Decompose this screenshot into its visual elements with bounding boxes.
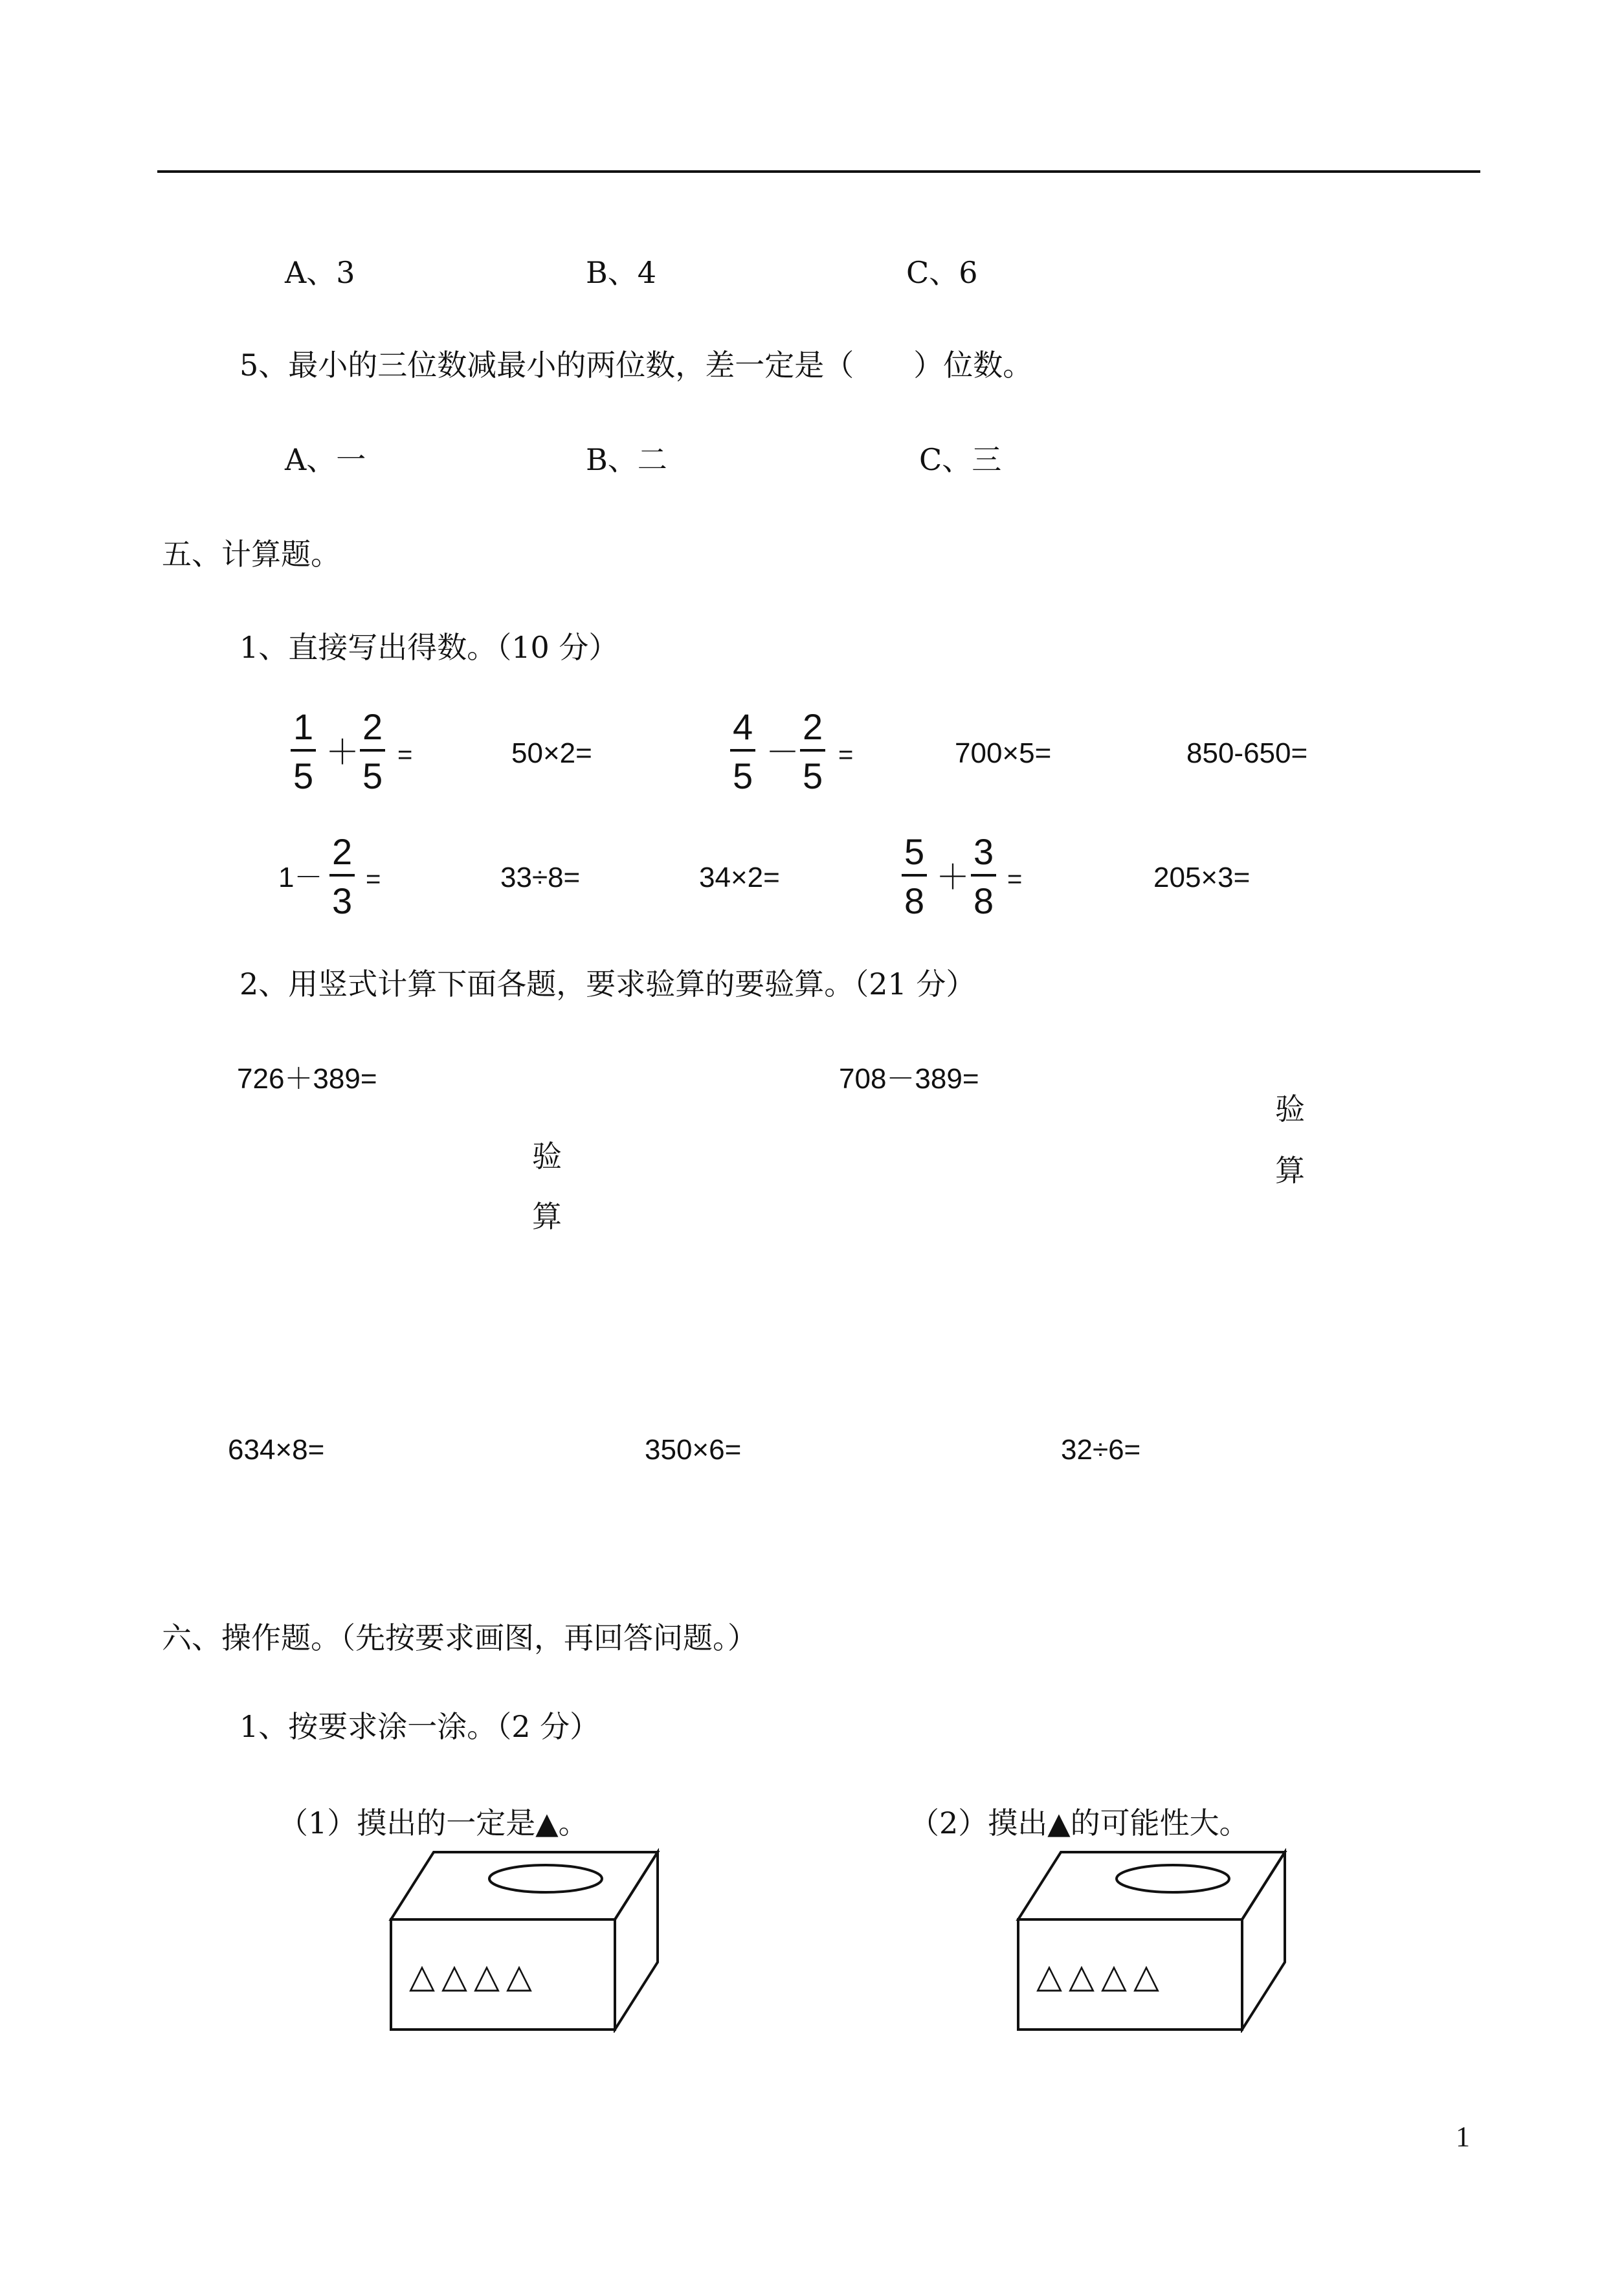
denominator: 5 xyxy=(291,749,316,794)
vertical-350x6: 350×6= xyxy=(645,1434,742,1466)
fraction-1-5 xyxy=(291,706,316,796)
q4-option-c: C、6 xyxy=(906,255,978,290)
vertical-32div6: 32÷6= xyxy=(1061,1434,1141,1466)
plus-sign: ＋ xyxy=(326,734,360,772)
q4-option-b: B、4 xyxy=(586,255,657,290)
expr-33div8: 33÷8= xyxy=(500,862,581,893)
check-label-char1: 验 xyxy=(532,1139,562,1174)
fraction-3-8 xyxy=(971,831,996,921)
vertical-726-plus-389: 726＋389= xyxy=(237,1063,377,1095)
triangle-icons: △△△△ xyxy=(1036,1957,1166,1996)
denominator: 5 xyxy=(360,749,385,794)
denominator: 5 xyxy=(730,749,755,794)
q4-option-a: A、3 xyxy=(285,255,355,290)
numerator: 2 xyxy=(803,706,823,747)
part2-prompt: （2）摸出▲的可能性大。 xyxy=(909,1806,1249,1840)
fraction-2-3 xyxy=(329,831,355,921)
check-label-char1: 验 xyxy=(1275,1091,1305,1126)
denominator: 8 xyxy=(902,874,927,919)
numerator: 5 xyxy=(904,831,925,872)
q5-option-b: B、二 xyxy=(586,442,667,477)
equals-sign: = xyxy=(838,741,854,769)
expr-205x3: 205×3= xyxy=(1153,862,1251,893)
fraction-5-8 xyxy=(902,831,927,921)
vertical-634x8: 634×8= xyxy=(228,1434,325,1466)
one-minus: 1－ xyxy=(278,862,323,893)
expr-50x2: 50×2= xyxy=(511,737,592,769)
section6-title: 六、操作题。（先按要求画图，再回答问题。） xyxy=(162,1620,757,1655)
fraction-4-5 xyxy=(730,706,755,796)
section5-sub1: 1、直接写出得数。（10 分） xyxy=(239,630,619,665)
expr-700x5: 700×5= xyxy=(955,737,1052,769)
numerator: 1 xyxy=(293,706,314,747)
q5-stem: 5、最小的三位数减最小的两位数，差一定是（ ）位数。 xyxy=(239,348,1033,383)
numerator: 2 xyxy=(362,706,383,747)
q5-option-c: C、三 xyxy=(919,442,1002,477)
q5-option-a: A、一 xyxy=(285,442,366,477)
triangle-icons: △△△△ xyxy=(409,1957,539,1996)
denominator: 5 xyxy=(800,749,825,794)
section5-sub2: 2、用竖式计算下面各题，要求验算的要验算。（21 分） xyxy=(239,967,976,1001)
numerator: 3 xyxy=(973,831,994,872)
vertical-708-minus-389: 708－389= xyxy=(839,1063,979,1095)
numerator: 2 xyxy=(332,831,353,872)
expr-34x2: 34×2= xyxy=(699,862,780,893)
page-number: 1 xyxy=(1456,2121,1470,2153)
denominator: 3 xyxy=(329,874,355,919)
check-label-char2: 算 xyxy=(1275,1153,1305,1188)
expr-850-650: 850-650= xyxy=(1186,737,1308,769)
check-label-char2: 算 xyxy=(532,1199,562,1234)
fraction-2-5b xyxy=(800,706,825,796)
equals-sign: = xyxy=(366,865,381,893)
numerator: 4 xyxy=(733,706,753,747)
minus-sign: － xyxy=(766,734,800,772)
section5-title: 五、计算题。 xyxy=(162,537,340,572)
equals-sign: = xyxy=(397,741,413,769)
part1-prompt: （1）摸出的一定是▲。 xyxy=(278,1806,588,1840)
header-rule xyxy=(157,170,1480,173)
lottery-box-1 xyxy=(387,1848,662,2033)
equals-sign: = xyxy=(1007,865,1023,893)
fraction-2-5 xyxy=(360,706,385,796)
plus-sign: ＋ xyxy=(936,859,970,897)
denominator: 8 xyxy=(971,874,996,919)
section6-sub1: 1、按要求涂一涂。（2 分） xyxy=(239,1709,600,1744)
lottery-box-2 xyxy=(1014,1848,1289,2033)
